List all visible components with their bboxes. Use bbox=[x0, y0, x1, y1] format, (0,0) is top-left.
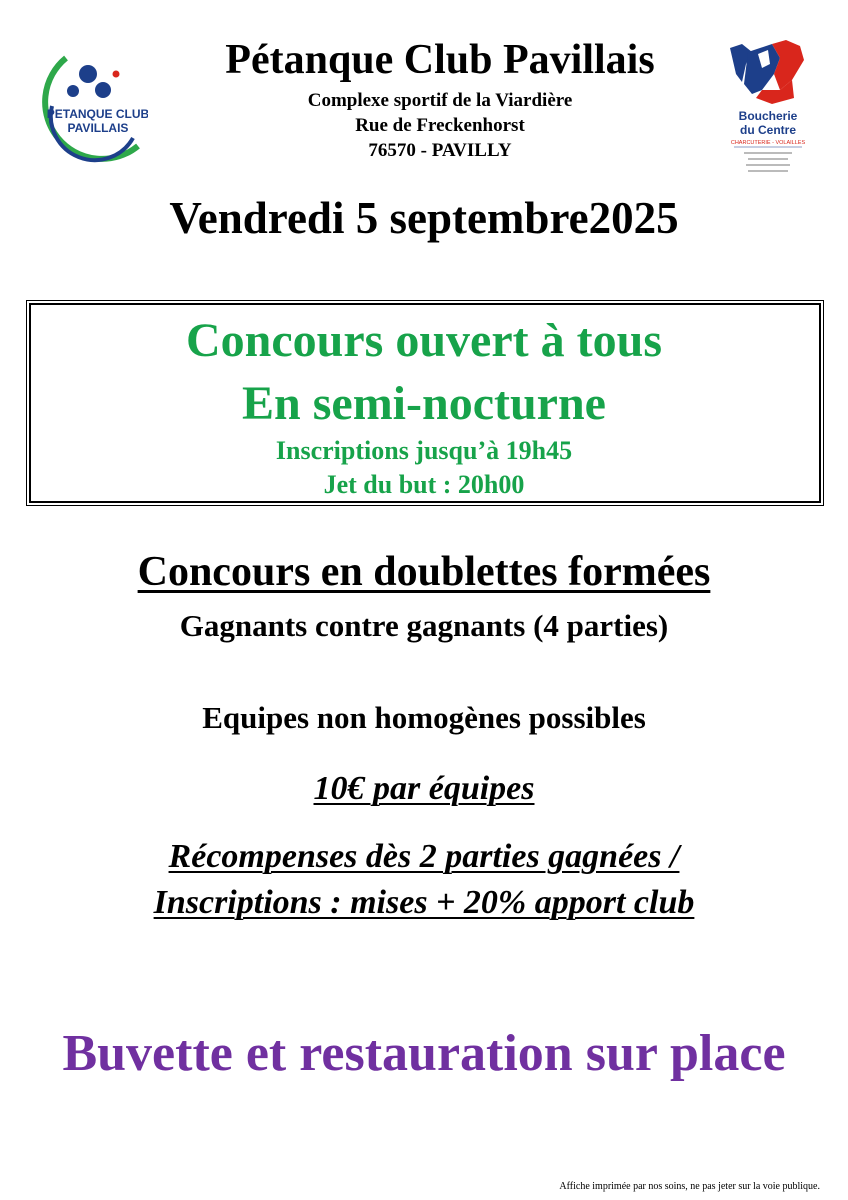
entry-fee-text: 10€ par équipes bbox=[313, 770, 535, 807]
rewards-line-2-text: Inscriptions : mises + 20% apport club bbox=[153, 884, 695, 921]
address-line-1: Complexe sportif de la Viardière bbox=[307, 90, 573, 111]
competition-format bbox=[0, 548, 848, 596]
entry-fee bbox=[0, 770, 848, 808]
rewards-line-1 bbox=[0, 838, 848, 876]
event-date: Vendredi 5 septembre2025 bbox=[169, 193, 679, 243]
sponsor-title-line2: du Centre bbox=[739, 123, 797, 137]
club-logo bbox=[38, 46, 148, 164]
winners-rule: Gagnants contre gagnants (4 parties) bbox=[179, 608, 669, 643]
buvette-banner: Buvette et restauration sur place bbox=[62, 1025, 786, 1082]
registration-deadline: Inscriptions jusqu’à 19h45 bbox=[275, 436, 573, 465]
open-competition-title: Concours ouvert à tous bbox=[186, 314, 662, 367]
sponsor-subtitle: CHARCUTERIE - VOLAILLES bbox=[730, 140, 806, 146]
sponsor-title-line1: Boucherie bbox=[738, 109, 798, 123]
club-logo-line2: PAVILLAIS bbox=[67, 121, 129, 135]
footer-note: Affiche imprimée par nos soins, ne pas jeter sur la voie publique. bbox=[559, 1181, 820, 1192]
club-logo-line1: PETANQUE CLUB bbox=[46, 107, 148, 121]
start-time: Jet du but : 20h00 bbox=[323, 470, 525, 499]
teams-rule: Equipes non homogènes possibles bbox=[202, 700, 646, 735]
semi-nocturne-title: En semi-nocturne bbox=[242, 377, 606, 430]
address-line-3: 76570 - PAVILLY bbox=[368, 140, 512, 161]
sponsor-logo bbox=[722, 34, 814, 180]
rewards-line-2 bbox=[0, 884, 848, 922]
competition-format-text: Concours en doublettes formées bbox=[137, 549, 711, 595]
address-line-2: Rue de Freckenhorst bbox=[355, 115, 525, 136]
club-name: Pétanque Club Pavillais bbox=[225, 37, 655, 83]
rewards-line-1-text: Récompenses dès 2 parties gagnées / bbox=[168, 838, 680, 875]
